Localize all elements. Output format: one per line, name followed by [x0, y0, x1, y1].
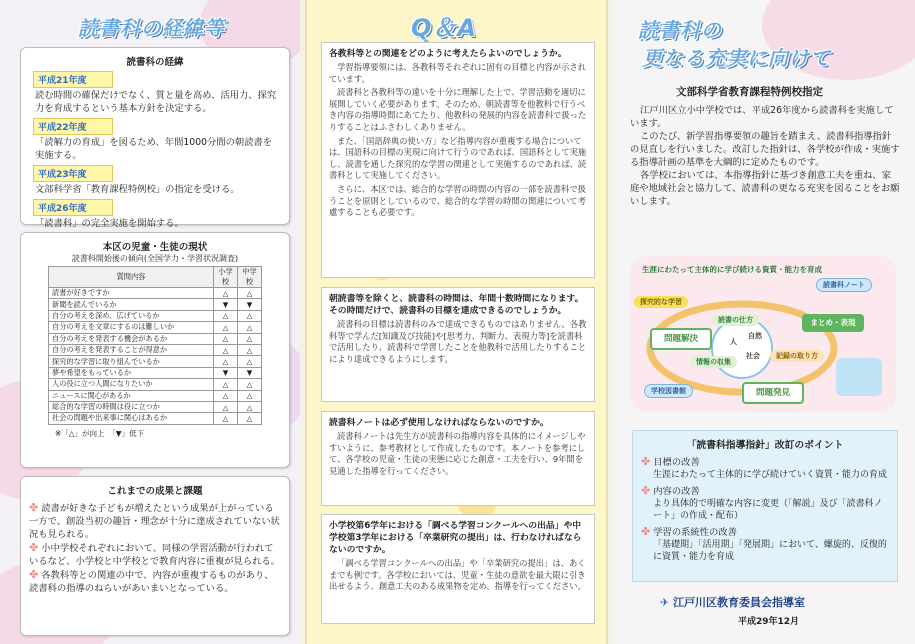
trend-mark-cell: △ [238, 390, 262, 401]
status-note: ※「△」が向上 「▼」低下 [55, 428, 145, 438]
mid-header: Q＆A [411, 14, 477, 42]
question-cell: 探究的な学習に取り組んでいるか [49, 356, 214, 367]
question-cell: 自分の考えを深め、広げているか [49, 310, 214, 321]
qa-question: 読書科ノートは必ず使用しなければならないのですか。 [329, 418, 549, 428]
intro-text [630, 104, 900, 208]
col-header: 小学校 [214, 267, 238, 288]
table-row [49, 333, 262, 344]
year-tag: 平成22年度 [33, 118, 113, 135]
year-text: 「読解力の育成」を図るため、年間1000分間の朝読書を実施する。 [35, 137, 273, 161]
trend-mark-cell: △ [214, 356, 238, 367]
table-row [49, 379, 262, 390]
trend-mark-cell: △ [238, 356, 262, 367]
ward-logo-icon: ✈ [660, 596, 670, 609]
table-row [49, 299, 262, 310]
results-title: これまでの成果と課題 [107, 486, 203, 497]
flower-icon: ✤ [29, 541, 39, 554]
col-header: 中学校 [238, 267, 262, 288]
trend-mark-cell: △ [214, 401, 238, 412]
trend-mark-cell: △ [238, 288, 262, 299]
label-school-library: 学校図書館 [644, 384, 693, 398]
intro-para: 各学校においては、本指導指針に基づき創意工夫を重ね、家庭や地域社会と協力して、読書科の更なる充実を図ることをお願いします。 [630, 170, 900, 207]
trend-mark-cell: △ [238, 413, 262, 424]
qa-answer: 読書科と各教科等の違いを十分に理解した上で、学習活動を適切に展開していく必要があります。そのため、朝読書等を他教科で行うべき内容の指導時間にあてたり、他教科の発展的内容を読書科で扱ったりすることはふさわしくありません。 [329, 87, 587, 132]
question-cell: 読書が好きですか [49, 288, 214, 299]
question-cell: 人の役に立つ人間になりたいか [49, 379, 214, 390]
label-people: 人 [730, 338, 737, 346]
year-text: 読む時間の確保だけでなく、質と量を高め、活用力、探究力を育成するという基本方針を決定する。 [35, 90, 277, 114]
year-text: 文部科学省「教育課程特例校」の指定を受ける。 [35, 184, 240, 195]
status-subtitle: 読書科開始後の傾向(全国学力・学習状況調査) [71, 254, 239, 263]
table-row [49, 310, 262, 321]
results-box [20, 476, 290, 636]
trend-mark-cell: △ [238, 401, 262, 412]
flower-icon: ✤ [29, 501, 39, 514]
results-para: ✤ 小中学校それぞれにおいて、同様の学習活動が行われているなど、小学校と中学校とで教育内容に重複が見られる。 [29, 541, 281, 567]
qa-item [321, 514, 595, 624]
flower-icon: ✤ [29, 568, 39, 581]
table-row [49, 322, 262, 333]
col-header: 質問内容 [49, 267, 214, 288]
flower-icon: ✤ [641, 483, 651, 497]
point-head: ✤ 学習の系統性の改善 [641, 524, 737, 538]
year-tag: 平成26年度 [33, 199, 113, 216]
question-cell: 夢や希望をもっているか [49, 367, 214, 378]
question-cell: 新聞を読んでいるか [49, 299, 214, 310]
label-nature: 自然 [748, 332, 762, 340]
table-row [49, 390, 262, 401]
point-body: より具体的で明確な内容に変更（「解説」及び「読書科ノート」の作成・配布） [653, 498, 883, 521]
question-cell: 自分の考えを発表する機会があるか [49, 333, 214, 344]
question-cell: 自分の考えを発表することが得意か [49, 344, 214, 355]
trend-mark-cell: △ [214, 288, 238, 299]
results-para: ✤ 読書が好きな子どもが増えたという成果が上がっている一方で、創設当初の趣旨・理念が十分に達成されていない状況も見られる。 [29, 501, 280, 540]
point-head: ✤ 内容の改善 [641, 483, 700, 497]
trend-mark-cell: ▼ [238, 367, 262, 378]
flower-icon: ✤ [641, 455, 651, 468]
points-box [632, 430, 898, 582]
right-header-line1: 読書科の [638, 18, 722, 42]
label-society: 社会 [746, 352, 760, 360]
trend-mark-cell: △ [214, 413, 238, 424]
left-header: 読書科の経緯等 [78, 16, 225, 40]
trend-mark-cell: △ [238, 344, 262, 355]
qa-item [321, 411, 595, 506]
question-cell: 社会の問題や出来事に関心はあるか [49, 413, 214, 424]
qa-answer: また、「国語辞典の使い方」など指導内容が重複する場合については、国語科の目標の実現に向けて行うのであれば、国語科として実施し、読書を通した探究的な学習の関連として実施するのであれば、読書科として実施してください。 [329, 135, 587, 181]
qa-answer: さらに、本区では、総合的な学習の時間の内容の一部を読書科で扱うことを原則としているので、総合的な学習の時間の関連について考慮することも必要です。 [329, 183, 586, 218]
diagram-caption: 生涯にわたって主体的に学び続ける資質・能力を育成 [642, 265, 822, 274]
history-box [20, 47, 290, 229]
trend-mark-cell: △ [238, 322, 262, 333]
table-row [49, 288, 262, 299]
table-row [49, 413, 262, 424]
trend-mark-cell: △ [214, 322, 238, 333]
point-head: ✤ 目標の改善 [641, 455, 700, 468]
flower-icon: ✤ [641, 524, 651, 538]
trend-mark-cell: ▼ [214, 299, 238, 310]
trend-mark-cell: ▼ [214, 367, 238, 378]
qa-item [321, 42, 595, 278]
trend-mark-cell: △ [214, 379, 238, 390]
qa-question: 朝読書等を除くと、読書科の時間は、年間十数時間になります。その時間だけで、読書科の目標を達成できるのでしょうか。 [329, 294, 584, 316]
qa-answer: 「調べる学習コンクールへの出品」や「卒業研究の提出」は、あくまでも例です。各学校においては、児童・生徒の意欲を最大限に引き出せるよう、創意工夫のある成果物を定め、指導を行ってください。 [329, 558, 586, 592]
intro-para: 江戸川区立小中学校では、平成26年度から読書科を実施しています。 [630, 105, 894, 129]
footer-org: ✈ 江戸川区教育委員会指導室 [660, 596, 806, 609]
right-subheader: 文部科学省教育課程特例校指定 [676, 86, 823, 98]
year-tag: 平成21年度 [33, 71, 113, 88]
table-row [49, 344, 262, 355]
qa-question: 小学校第6学年における「調べる学習コンクールへの出品」や中学校第3学年における「卒業研究の提出」は、行わなければならないのですか。 [329, 521, 582, 555]
mid-panel [305, 0, 608, 644]
trend-mark-cell: ▼ [238, 299, 262, 310]
trend-mark-cell: △ [238, 333, 262, 344]
table-row [49, 401, 262, 412]
history-title: 読書科の経緯 [126, 57, 184, 68]
label-record-method: 記録の取り方 [770, 350, 824, 362]
intro-para: このたび、新学習指導要領の趣旨を踏まえ、読書科指導指針の見直しを行いました。改訂した指針は、各学校が作成・実施する指導計画の基準を大綱的に定めたものです。 [630, 131, 900, 168]
label-summarize: まとめ・表現 [802, 314, 864, 332]
point-body: 「基礎期」「活用期」「発展期」において、螺旋的、反復的に資質・能力を育成 [653, 539, 887, 562]
label-problem-solving: 問題解決 [650, 328, 712, 350]
label-reading-method: 読書の仕方 [712, 314, 759, 326]
table-row [49, 356, 262, 367]
table-header-row [49, 267, 262, 288]
label-problem-discovery: 問題発見 [742, 382, 804, 404]
question-cell: ニュースに関心があるか [49, 390, 214, 401]
trend-mark-cell: △ [214, 310, 238, 321]
trend-mark-cell: △ [238, 379, 262, 390]
qa-answer: 読書科ノートは先生方が読書科の指導内容を具体的にイメージしやすいように、参考教材として作成したものです。本ノートを参考にして、各学校の児童・生徒の実態に応じた創意・工夫を行い、9年間を見通した指導を行ってください。 [329, 431, 586, 476]
footer-date: 平成29年12月 [738, 617, 800, 627]
trend-mark-cell: △ [214, 390, 238, 401]
status-title: 本区の児童・生徒の現状 [102, 242, 208, 253]
qa-answer: 読書科の目標は読書科のみで達成できるものではありません。各教科等で学んだ[知識及び技能]や[思考力、判断力、表現力等]を読書科で活用したり、読書科で学習したことを他教科で活用したりすることにより達成できるようにします。 [329, 319, 587, 364]
qa-answer: 学習指導要領には、各教科等それぞれに固有の目標と内容が示されています。 [329, 62, 586, 84]
trend-mark-cell: △ [214, 344, 238, 355]
results-para: ✤ 各教科等との関連の中で、内容が重複するものがあり、読書科の指導のねらいがあいまいとなっている。 [29, 568, 274, 594]
table-row [49, 367, 262, 378]
trend-table [48, 266, 262, 425]
trend-mark-cell: △ [214, 333, 238, 344]
year-text: 「読書科」の完全実施を開始する。 [35, 218, 184, 229]
learning-diagram [630, 256, 896, 412]
question-cell: 自分の考えを文章にするのは難しいか [49, 322, 214, 333]
question-cell: 総合的な学習の時間は役に立つか [49, 401, 214, 412]
left-panel [0, 0, 300, 644]
qa-item [321, 287, 595, 402]
year-tag: 平成23年度 [33, 165, 113, 182]
right-header-line2: 更なる充実に向けて [642, 46, 831, 70]
points-title: 「読書科指導指針」改訂のポイント [686, 440, 844, 451]
trend-mark-cell: △ [238, 310, 262, 321]
qa-question: 各教科等との関連をどのように考えたらよいのでしょうか。 [329, 49, 567, 59]
label-reading-note: 読書科ノート [816, 278, 872, 292]
right-panel [612, 0, 915, 644]
label-info-gathering: 情報の収集 [690, 356, 737, 368]
status-box [20, 232, 290, 468]
label-inquiry: 探究的な学習 [634, 296, 688, 308]
point-body: 生涯にわたって主体的に学び続けていく資質・能力の育成 [653, 470, 888, 480]
